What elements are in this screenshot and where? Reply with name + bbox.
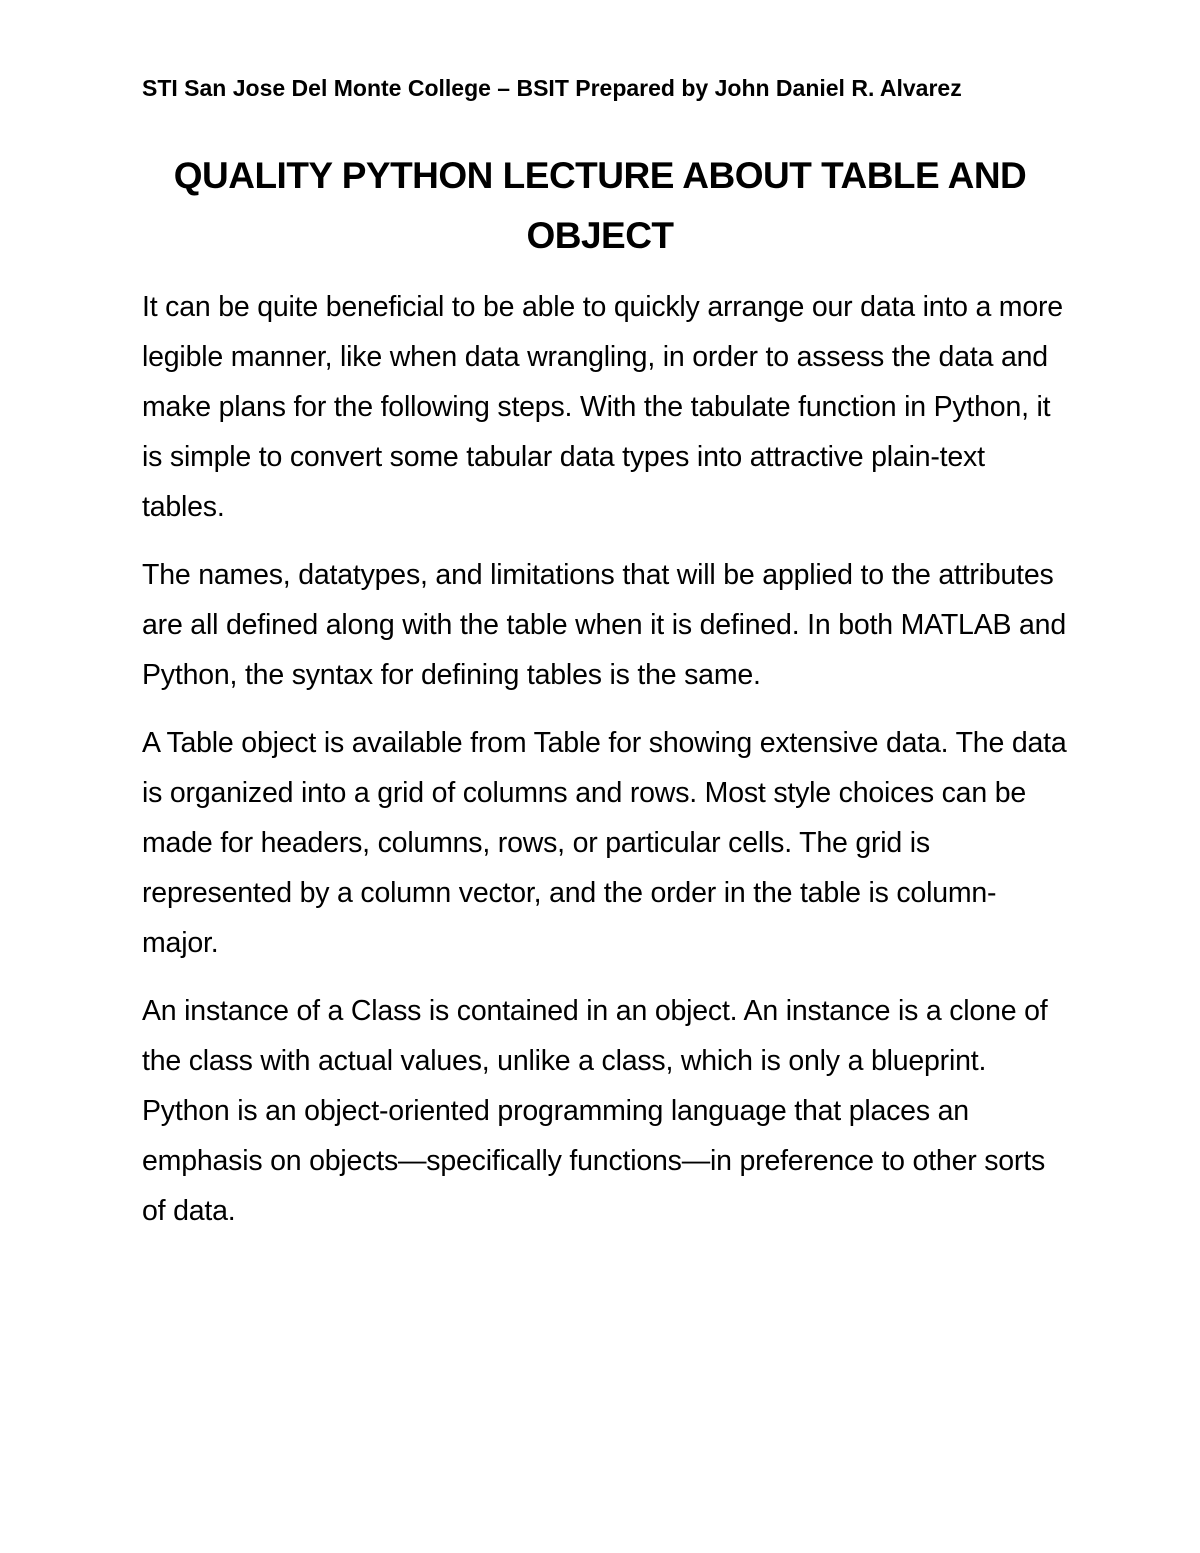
paragraph-1: It can be quite beneficial to be able to quickly arrange our data into a more legible manner, like when data wrangling, in order to assess the data and make plans for the following steps. With the tabulate function in Python, it is simple to convert some tabular data types into attractive plain-text tables. bbox=[142, 291, 1063, 523]
paragraph-3: A Table object is available from Table for showing extensive data. The data is organized into a grid of columns and rows. Most style choices can be made for headers, columns, rows, or particular cells. The grid is represented by a column vector, and the order in the table is column-major. bbox=[142, 727, 1067, 959]
page-header: STI San Jose Del Monte College – BSIT Prepared by John Daniel R. Alvarez bbox=[142, 75, 962, 101]
document-body bbox=[142, 282, 1072, 1254]
paragraph-4: An instance of a Class is contained in an object. An instance is a clone of the class with actual values, unlike a class, which is only a blueprint. Python is an object-oriented programming language that places an emphasis on objects—specifically functions—in preference to other sorts of data. bbox=[142, 995, 1048, 1227]
document-title: QUALITY PYTHON LECTURE ABOUT TABLE AND OBJECT bbox=[173, 155, 1027, 256]
paragraph-2: The names, datatypes, and limitations that will be applied to the attributes are all defined along with the table when it is defined. In both MATLAB and Python, the syntax for defining tables is the same. bbox=[142, 559, 1066, 691]
